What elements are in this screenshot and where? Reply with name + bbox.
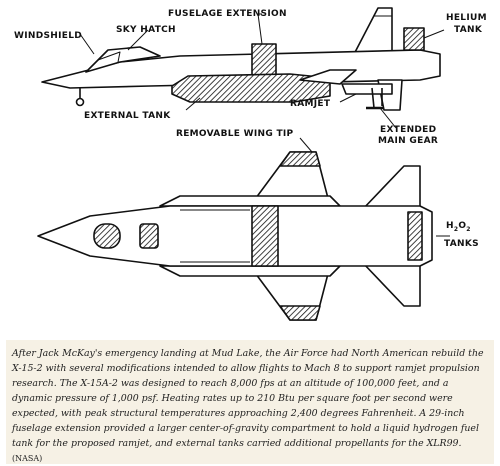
plan-view: [38, 152, 432, 320]
windshield-right-pane: [140, 224, 158, 248]
label-windshield: WINDSHIELD: [14, 31, 82, 41]
wing-tip-left: [280, 152, 320, 166]
side-view: [42, 8, 440, 110]
h2o2-tank-section: [408, 212, 422, 260]
stabilizer-left: [362, 166, 420, 210]
label-helium-line2: TANK: [454, 25, 483, 35]
caption-credit: (NASA): [12, 454, 43, 463]
figure-caption: [6, 340, 494, 464]
windshield-left-pane: [94, 224, 120, 248]
wing-tip-right: [280, 306, 320, 320]
helium-tank-section: [404, 28, 424, 50]
label-sky-hatch: SKY HATCH: [116, 25, 176, 35]
plan-tank-left: [160, 196, 340, 206]
plan-tank-right: [160, 266, 340, 276]
label-extended-line2: MAIN GEAR: [378, 136, 439, 146]
label-ramjet: RAMJET: [290, 99, 331, 109]
label-fuselage-extension: FUSELAGE EXTENSION: [168, 9, 287, 19]
caption-text: After Jack McKay's emergency landing at Mud Lake, the Air Force had North American rebuild the X-15-2 with several modifications intended to allow flights to Mach 8 to support ramjet propulsion research. The X-15A-2 was designed to reach 8,000 fps at an altitude of 100,000 feet, and a dynamic pressure of 1,000 psf. Heating rates up to 210 Btu per square foot per second were expected, with peak structural temperatures approaching 2,400 degrees Fahrenheit. A 29-inch fuselage extension provided a larger center-of-gravity compartment to hold a liquid hydrogen fuel tank for the proposed ramjet, and external tanks carried additional propellants for the XLR99.: [12, 348, 484, 449]
ramjet: [342, 84, 392, 94]
plan-fuselage-extension: [252, 206, 278, 266]
stabilizer-right: [362, 262, 420, 306]
label-extended-line1: EXTENDED: [380, 125, 437, 135]
label-helium-line1: HELIUM: [446, 13, 487, 23]
nose-gear-wheel: [77, 99, 84, 106]
label-h2o2-h: $H_2O_2$: [446, 221, 471, 233]
label-tanks: TANKS: [444, 239, 479, 249]
label-external-tank: EXTERNAL TANK: [84, 111, 171, 121]
label-removable-wing-tip: REMOVABLE WING TIP: [176, 129, 294, 139]
